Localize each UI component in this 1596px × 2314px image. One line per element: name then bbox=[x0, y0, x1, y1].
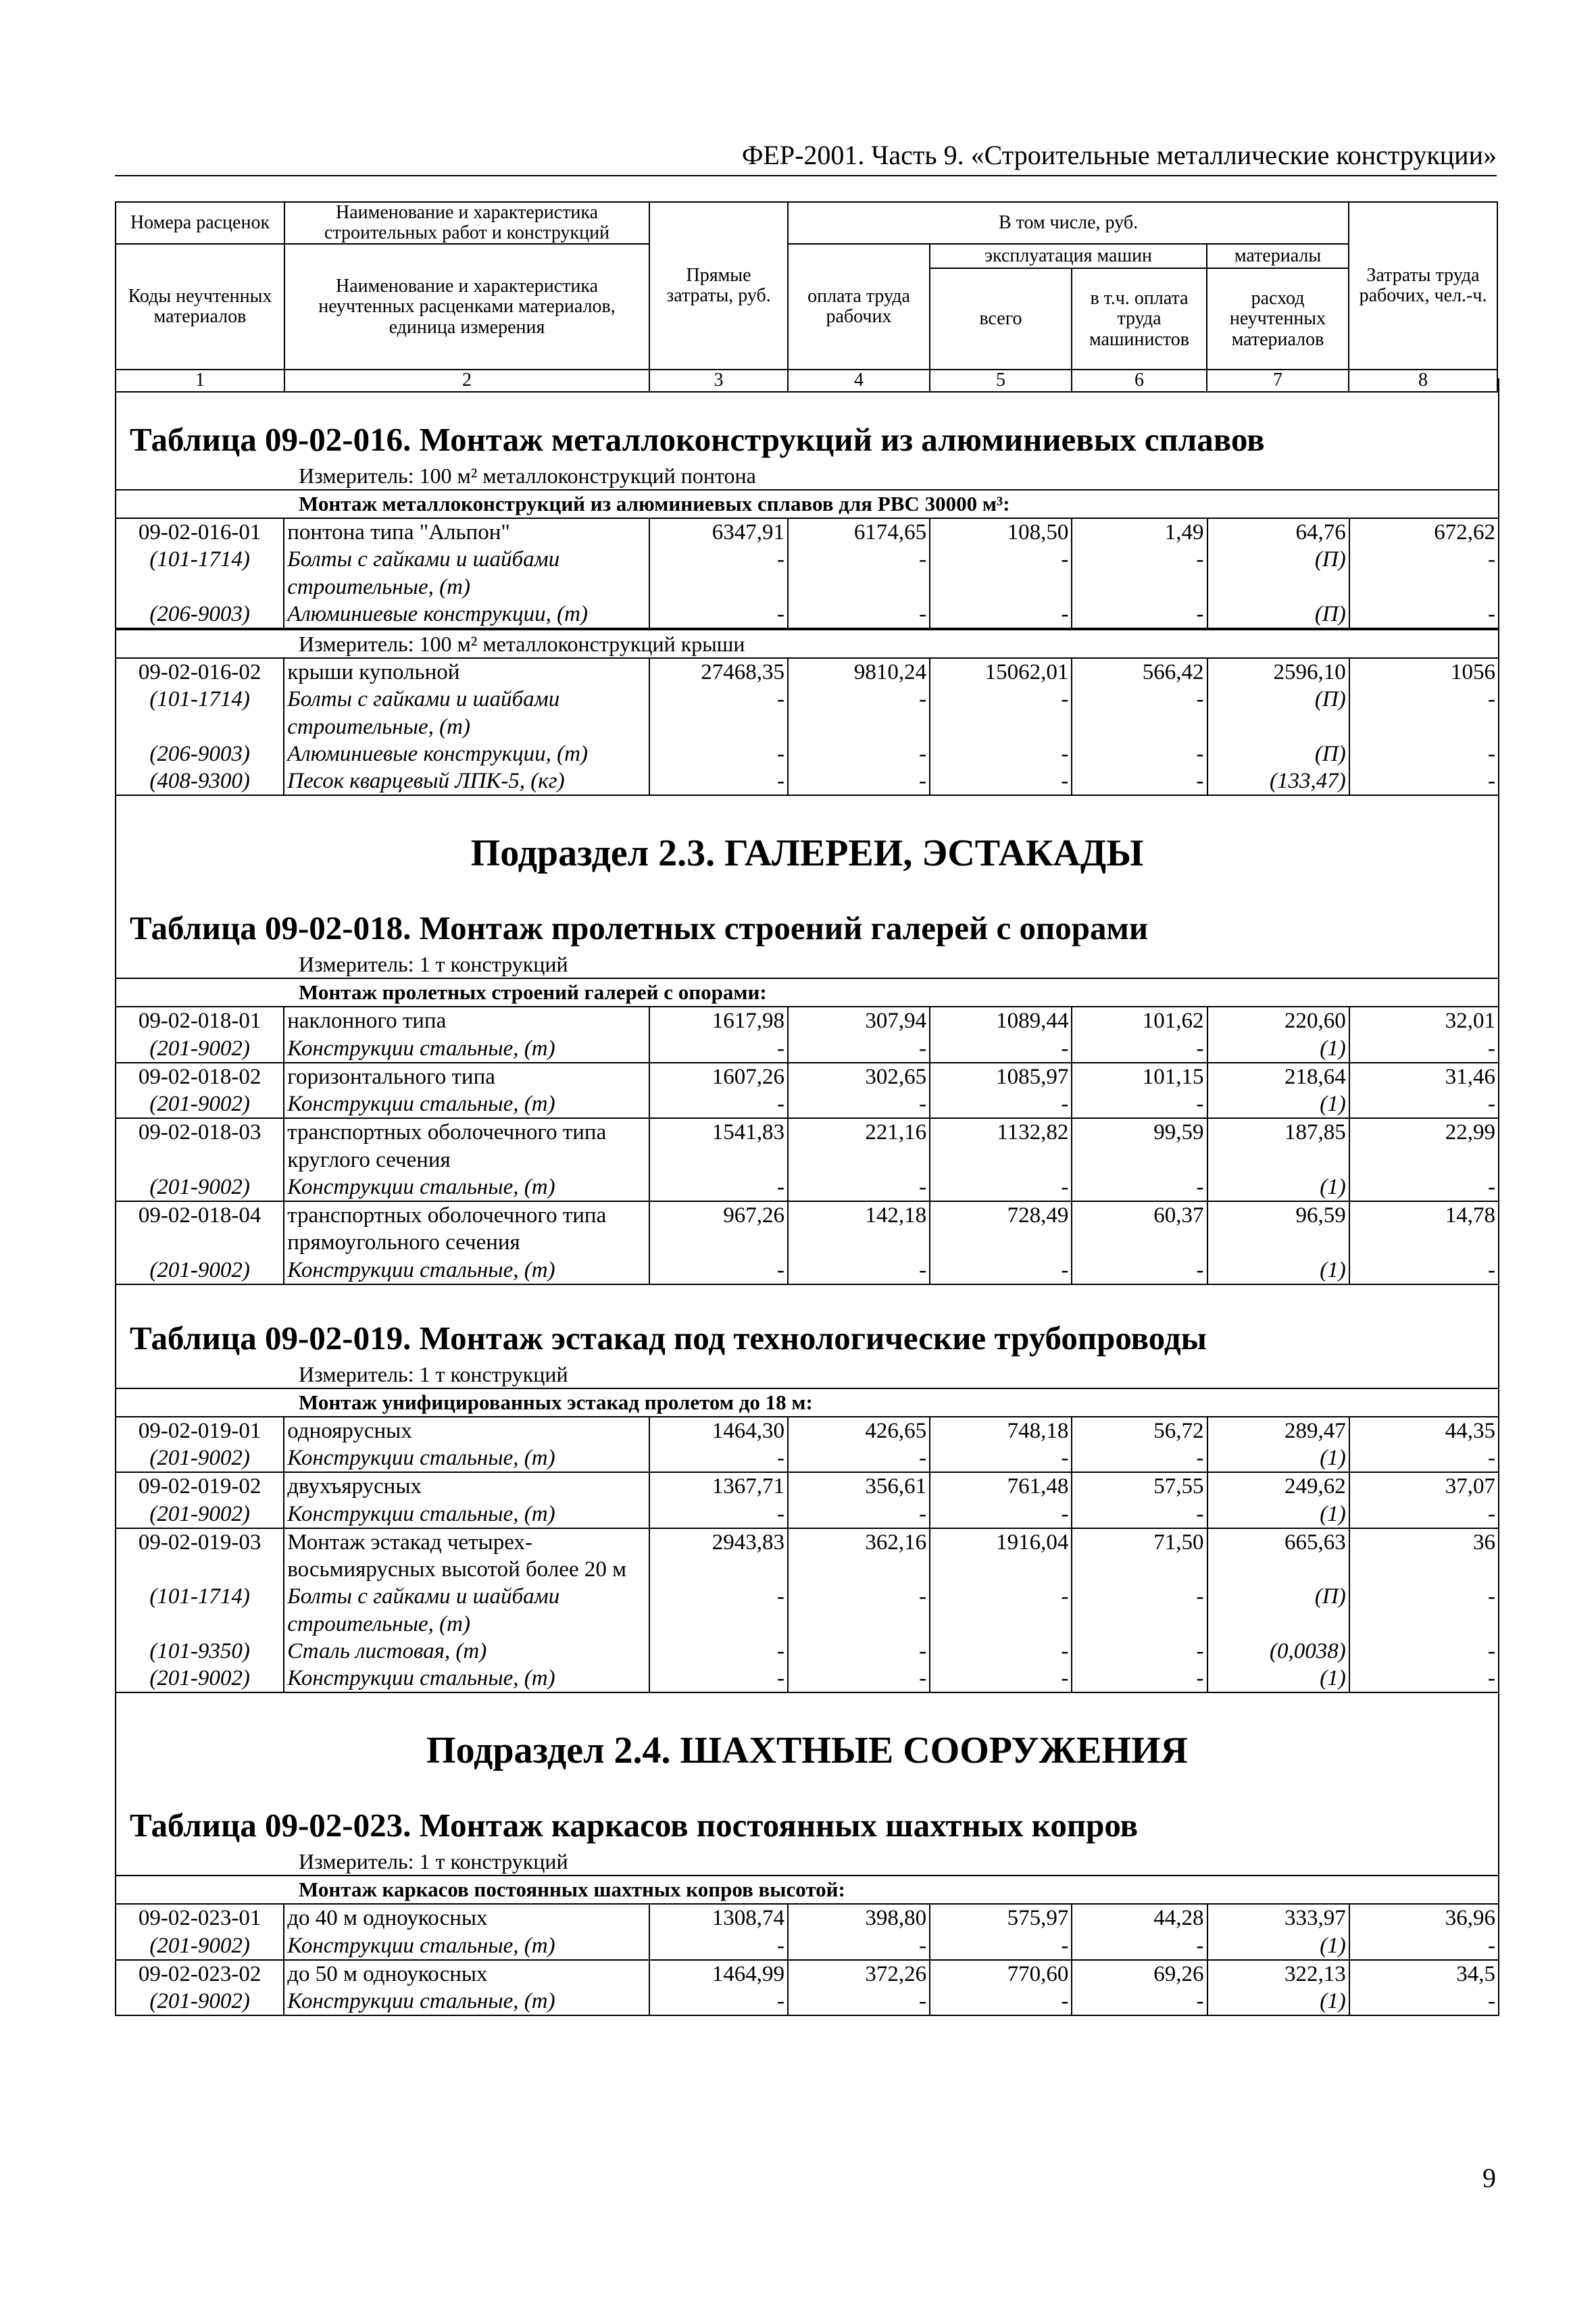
name-cell: наклонного типа bbox=[284, 1007, 649, 1034]
col2-header-bottom: Наименование и характеристика неучтенных расценками материалов, единица измерения bbox=[284, 244, 649, 370]
name-cell: Конструкции стальные, (т) bbox=[284, 1257, 649, 1284]
labor-hours-cell: 44,35 bbox=[1349, 1417, 1498, 1444]
operators-pay-cell: - bbox=[1072, 546, 1207, 601]
labor-hours-cell: 34,5 bbox=[1349, 1960, 1498, 1988]
name-cell: Алюминиевые конструкции, (т) bbox=[284, 740, 649, 768]
labor-hours-cell: - bbox=[1349, 1090, 1498, 1118]
name-cell: Конструкции стальные, (т) bbox=[284, 1665, 649, 1692]
labor-hours-cell: 32,01 bbox=[1349, 1007, 1498, 1034]
labor-hours-cell: - bbox=[1349, 1638, 1498, 1665]
group-heading: Монтаж пролетных строений галерей с опорами: bbox=[116, 978, 1498, 1006]
machines-total-cell: - bbox=[930, 1501, 1072, 1528]
direct-cost-cell: 6347,91 bbox=[649, 518, 788, 546]
operators-pay-cell: 56,72 bbox=[1072, 1417, 1207, 1444]
operators-pay-cell: 101,15 bbox=[1072, 1063, 1207, 1090]
price-table bbox=[116, 657, 1498, 796]
col-num-1: 1 bbox=[116, 370, 284, 391]
direct-cost-cell: 1308,74 bbox=[649, 1904, 788, 1932]
rate-row bbox=[116, 1063, 1498, 1090]
machines-total-cell: 728,49 bbox=[930, 1201, 1072, 1257]
price-table bbox=[116, 1006, 1498, 1285]
labor-pay-cell: - bbox=[788, 740, 930, 768]
machines-total-cell: 1132,82 bbox=[930, 1118, 1072, 1174]
operators-pay-cell: - bbox=[1072, 740, 1207, 768]
machines-total-cell: 761,48 bbox=[930, 1472, 1072, 1500]
code-cell: 09-02-023-02 bbox=[116, 1960, 284, 1988]
incl-header: В том числе, руб. bbox=[788, 202, 1349, 244]
materials-cell: 220,60 bbox=[1207, 1007, 1349, 1034]
machines-total-cell: 1085,97 bbox=[930, 1063, 1072, 1090]
name-cell: Конструкции стальные, (т) bbox=[284, 1035, 649, 1063]
rate-row bbox=[116, 1472, 1498, 1500]
name-cell: Болты с гайками и шайбами строительные, (т) bbox=[284, 1583, 649, 1638]
group-heading: Монтаж металлоконструкций из алюминиевых сплавов для РВС 30000 м³: bbox=[116, 489, 1498, 518]
labor-pay-cell: - bbox=[788, 546, 930, 601]
labor-hours-cell: - bbox=[1349, 1174, 1498, 1201]
direct-cost-cell: - bbox=[649, 1174, 788, 1201]
col-num-8: 8 bbox=[1349, 370, 1497, 391]
material-row bbox=[116, 601, 1498, 628]
materials-cell: (1) bbox=[1207, 1988, 1349, 2015]
materials-cell: (П) bbox=[1207, 1583, 1349, 1638]
code-cell: (408-9300) bbox=[116, 768, 284, 795]
labor-hours-cell: - bbox=[1349, 1932, 1498, 1960]
code-cell: (201-9002) bbox=[149, 1501, 250, 1526]
code-cell: (201-9002) bbox=[149, 1174, 250, 1199]
code-cell: (201-9002) bbox=[116, 1988, 284, 2015]
name-cell: транспортных оболочечного типа прямоугольного сечения bbox=[284, 1201, 649, 1257]
direct-cost-cell: - bbox=[649, 1932, 788, 1960]
materials-cell: (133,47) bbox=[1207, 768, 1349, 795]
code-cell: 09-02-016-01 bbox=[116, 518, 284, 546]
material-row bbox=[116, 1501, 1498, 1528]
labor-pay-cell: - bbox=[788, 1257, 930, 1284]
machines-total-cell: 748,18 bbox=[930, 1417, 1072, 1444]
name-cell: горизонтального типа bbox=[284, 1063, 649, 1090]
machines-total-cell: - bbox=[930, 1174, 1072, 1201]
code-cell: (101-9350) bbox=[149, 1638, 250, 1663]
material-row bbox=[116, 686, 1498, 740]
machines-total-cell: 1089,44 bbox=[930, 1007, 1072, 1034]
name-cell: Алюминиевые конструкции, (т) bbox=[284, 601, 649, 628]
materials-cell: (П) bbox=[1207, 601, 1349, 628]
materials-cell: 187,85 bbox=[1207, 1118, 1349, 1174]
name-cell: Песок кварцевый ЛПК-5, (кг) bbox=[284, 768, 649, 795]
labor-pay-cell: - bbox=[788, 1988, 930, 2015]
material-row bbox=[116, 1932, 1498, 1960]
machines-total-cell: - bbox=[930, 1257, 1072, 1284]
direct-cost-cell: - bbox=[649, 1665, 788, 1692]
materials-cell: (1) bbox=[1207, 1257, 1349, 1284]
labor-hours-cell: - bbox=[1349, 768, 1498, 795]
col1-header-bottom: Коды неучтенных материалов bbox=[116, 244, 284, 370]
labor-pay-cell: 426,65 bbox=[788, 1417, 930, 1444]
rate-row bbox=[116, 1201, 1498, 1257]
price-tables bbox=[115, 378, 1499, 2016]
machines-total-cell: - bbox=[930, 1638, 1072, 1665]
materials-cell: (1) bbox=[1207, 1665, 1349, 1692]
code-cell: 09-02-018-02 bbox=[116, 1063, 284, 1090]
labor-hours-cell: 672,62 bbox=[1349, 518, 1498, 546]
direct-cost-cell: 1541,83 bbox=[649, 1118, 788, 1174]
name-cell: одноярусных bbox=[284, 1417, 649, 1444]
name-cell: Конструкции стальные, (т) bbox=[284, 1444, 649, 1472]
code-cell: 09-02-023-01 bbox=[116, 1904, 284, 1932]
name-cell: Конструкции стальные, (т) bbox=[284, 1090, 649, 1118]
labor-pay-cell: 362,16 bbox=[788, 1528, 930, 1584]
operators-pay-cell: 1,49 bbox=[1072, 518, 1207, 546]
material-row bbox=[116, 1035, 1498, 1063]
direct-cost-cell: 1464,99 bbox=[649, 1960, 788, 1988]
labor-hours-cell: 36 bbox=[1349, 1528, 1498, 1584]
labor-hours-cell: 31,46 bbox=[1349, 1063, 1498, 1090]
col7-header: расход неучтенных материалов bbox=[1207, 268, 1349, 370]
subsection-heading: Подраздел 2.3. ГАЛЕРЕИ, ЭСТАКАДЫ bbox=[470, 832, 1144, 875]
direct-cost-cell: - bbox=[649, 1988, 788, 2015]
col8-header: Затраты труда рабочих, чел.-ч. bbox=[1349, 202, 1497, 370]
direct-cost-cell: - bbox=[649, 686, 788, 740]
machines-total-cell: 1916,04 bbox=[930, 1528, 1072, 1584]
operators-pay-cell: - bbox=[1072, 1665, 1207, 1692]
operators-pay-cell: 57,55 bbox=[1072, 1472, 1207, 1500]
machines-total-cell: - bbox=[930, 601, 1072, 628]
labor-hours-cell: - bbox=[1349, 1501, 1498, 1528]
labor-hours-cell: 22,99 bbox=[1349, 1118, 1498, 1174]
name-cell: Конструкции стальные, (т) bbox=[284, 1174, 649, 1201]
operators-pay-cell: 60,37 bbox=[1072, 1201, 1207, 1257]
machines-total-cell: 108,50 bbox=[930, 518, 1072, 546]
operators-pay-cell: 44,28 bbox=[1072, 1904, 1207, 1932]
labor-pay-cell: 142,18 bbox=[788, 1201, 930, 1257]
labor-pay-cell: 398,80 bbox=[788, 1904, 930, 1932]
table-title: Таблица 09-02-016. Монтаж металлоконструкций из алюминиевых сплавов bbox=[130, 421, 1265, 458]
labor-hours-cell: - bbox=[1349, 1988, 1498, 2015]
operators-pay-cell: - bbox=[1072, 1257, 1207, 1284]
machines-total-cell: - bbox=[930, 1665, 1072, 1692]
machines-total-cell: - bbox=[930, 686, 1072, 740]
labor-pay-cell: - bbox=[788, 1932, 930, 1960]
direct-cost-cell: 27468,35 bbox=[649, 658, 788, 686]
col-num-7: 7 bbox=[1207, 370, 1349, 391]
direct-cost-cell: 1367,71 bbox=[649, 1472, 788, 1500]
col-num-2: 2 bbox=[284, 370, 649, 391]
operators-pay-cell: 71,50 bbox=[1072, 1528, 1207, 1584]
col2-header-top: Наименование и характеристика строительных работ и конструкций bbox=[284, 202, 649, 244]
name-cell: Конструкции стальные, (т) bbox=[284, 1932, 649, 1960]
materials-cell: (1) bbox=[1207, 1444, 1349, 1472]
labor-pay-cell: 6174,65 bbox=[788, 518, 930, 546]
name-cell: до 50 м одноукосных bbox=[284, 1960, 649, 1988]
machines-total-cell: - bbox=[930, 1444, 1072, 1472]
operators-pay-cell: - bbox=[1072, 686, 1207, 740]
labor-hours-cell: - bbox=[1349, 1444, 1498, 1472]
col6-header: в т.ч. оплата труда машинистов bbox=[1072, 268, 1207, 370]
materials-cell: 249,62 bbox=[1207, 1472, 1349, 1500]
code-cell: (201-9002) bbox=[149, 1933, 250, 1958]
direct-cost-cell: - bbox=[649, 768, 788, 795]
name-cell: двухъярусных bbox=[284, 1472, 649, 1500]
code-cell: (201-9002) bbox=[116, 1665, 284, 1692]
labor-pay-cell: - bbox=[788, 1583, 930, 1638]
rate-row bbox=[116, 1904, 1498, 1932]
direct-cost-cell: 967,26 bbox=[649, 1201, 788, 1257]
subsection-heading: Подраздел 2.4. ШАХТНЫЕ СООРУЖЕНИЯ bbox=[426, 1730, 1188, 1772]
labor-hours-cell: 37,07 bbox=[1349, 1472, 1498, 1500]
table-title: Таблица 09-02-023. Монтаж каркасов постоянных шахтных копров bbox=[130, 1807, 1139, 1844]
labor-hours-cell: 14,78 bbox=[1349, 1201, 1498, 1257]
direct-cost-cell: 2943,83 bbox=[649, 1528, 788, 1584]
measure-unit: Измеритель: 1 т конструкций bbox=[299, 1849, 568, 1874]
col5-header: всего bbox=[930, 268, 1072, 370]
operators-pay-cell: 101,62 bbox=[1072, 1007, 1207, 1034]
name-cell: до 40 м одноукосных bbox=[284, 1904, 649, 1932]
rate-row bbox=[116, 1960, 1498, 1988]
measure-unit: Измеритель: 1 т конструкций bbox=[299, 1361, 568, 1386]
machines-total-cell: 770,60 bbox=[930, 1960, 1072, 1988]
table-title: Таблица 09-02-018. Монтаж пролетных строений галерей с опорами bbox=[130, 909, 1149, 947]
direct-cost-cell: - bbox=[649, 1444, 788, 1472]
code-cell: (101-1714) bbox=[149, 547, 250, 572]
direct-cost-cell: - bbox=[649, 1501, 788, 1528]
materials-cell: 96,59 bbox=[1207, 1201, 1349, 1257]
code-cell: 09-02-019-02 bbox=[116, 1472, 284, 1500]
materials-cell: 2596,10 bbox=[1207, 658, 1349, 686]
name-cell: транспортных оболочечного типа круглого сечения bbox=[284, 1118, 649, 1174]
direct-cost-cell: 1617,98 bbox=[649, 1007, 788, 1034]
machines-total-cell: - bbox=[930, 1090, 1072, 1118]
rate-row bbox=[116, 658, 1498, 686]
machines-total-cell: - bbox=[930, 768, 1072, 795]
rate-row bbox=[116, 1528, 1498, 1584]
material-row bbox=[116, 1257, 1498, 1284]
name-cell: Конструкции стальные, (т) bbox=[284, 1501, 649, 1528]
materials-cell: 64,76 bbox=[1207, 518, 1349, 546]
labor-hours-cell: - bbox=[1349, 546, 1498, 601]
labor-pay-cell: 221,16 bbox=[788, 1118, 930, 1174]
direct-cost-cell: 1607,26 bbox=[649, 1063, 788, 1090]
direct-cost-cell: - bbox=[649, 740, 788, 768]
material-row bbox=[116, 768, 1498, 795]
page-number: 9 bbox=[1482, 2163, 1496, 2193]
code-cell: (101-1714) bbox=[149, 687, 250, 712]
operators-pay-cell: - bbox=[1072, 1174, 1207, 1201]
materials-cell: 333,97 bbox=[1207, 1904, 1349, 1932]
group-heading: Монтаж каркасов постоянных шахтных копров высотой: bbox=[116, 1875, 1498, 1903]
direct-cost-cell: - bbox=[649, 1583, 788, 1638]
rate-row bbox=[116, 1417, 1498, 1444]
machines-total-cell: - bbox=[930, 1035, 1072, 1063]
name-cell: понтона типа "Альпон" bbox=[284, 518, 649, 546]
material-row bbox=[116, 1444, 1498, 1472]
labor-pay-cell: - bbox=[788, 768, 930, 795]
direct-cost-cell: - bbox=[649, 601, 788, 628]
labor-hours-cell: 1056 bbox=[1349, 658, 1498, 686]
operators-pay-cell: - bbox=[1072, 1444, 1207, 1472]
operators-pay-cell: - bbox=[1072, 1035, 1207, 1063]
machines-total-cell: 575,97 bbox=[930, 1904, 1072, 1932]
materials-cell: (П) bbox=[1207, 740, 1349, 768]
materials-cell: 665,63 bbox=[1207, 1528, 1349, 1584]
labor-pay-cell: - bbox=[788, 601, 930, 628]
direct-cost-cell: - bbox=[649, 546, 788, 601]
operators-pay-cell: - bbox=[1072, 1583, 1207, 1638]
labor-pay-cell: 372,26 bbox=[788, 1960, 930, 1988]
code-cell: 09-02-018-04 bbox=[116, 1201, 284, 1257]
column-header-table bbox=[115, 201, 1498, 393]
operators-pay-cell: 566,42 bbox=[1072, 658, 1207, 686]
code-cell: (201-9002) bbox=[149, 1092, 250, 1116]
material-row bbox=[116, 1174, 1498, 1201]
labor-pay-cell: - bbox=[788, 1090, 930, 1118]
labor-hours-cell: - bbox=[1349, 1665, 1498, 1692]
materials-cell: (1) bbox=[1207, 1501, 1349, 1528]
materials-cell: (1) bbox=[1207, 1932, 1349, 1960]
operators-pay-cell: - bbox=[1072, 1932, 1207, 1960]
machines-header: эксплуатация машин bbox=[930, 244, 1207, 268]
col1-header-top: Номера расценок bbox=[116, 202, 284, 244]
running-header-text: ФЕР-2001. Часть 9. «Строительные металлические конструкции» bbox=[741, 140, 1497, 170]
code-cell: 09-02-018-01 bbox=[116, 1007, 284, 1034]
labor-hours-cell: 36,96 bbox=[1349, 1904, 1498, 1932]
col-num-4: 4 bbox=[788, 370, 930, 391]
direct-cost-cell: 1464,30 bbox=[649, 1417, 788, 1444]
labor-pay-cell: 9810,24 bbox=[788, 658, 930, 686]
labor-pay-cell: - bbox=[788, 686, 930, 740]
direct-cost-cell: - bbox=[649, 1638, 788, 1665]
operators-pay-cell: 99,59 bbox=[1072, 1118, 1207, 1174]
col3-header: Прямые затраты, руб. bbox=[649, 202, 788, 370]
labor-pay-cell: 302,65 bbox=[788, 1063, 930, 1090]
rate-row bbox=[116, 518, 1498, 546]
materials-cell: 322,13 bbox=[1207, 1960, 1349, 1988]
labor-pay-cell: - bbox=[788, 1638, 930, 1665]
col-num-6: 6 bbox=[1072, 370, 1207, 391]
material-row bbox=[116, 546, 1498, 601]
labor-hours-cell: - bbox=[1349, 686, 1498, 740]
code-cell: 09-02-016-02 bbox=[116, 658, 284, 686]
machines-total-cell: - bbox=[930, 1988, 1072, 2015]
code-cell: (206-9003) bbox=[116, 601, 284, 628]
col-num-3: 3 bbox=[649, 370, 788, 391]
rate-row bbox=[116, 1007, 1498, 1034]
name-cell: Болты с гайками и шайбами строительные, (т) bbox=[284, 546, 649, 601]
code-cell: 09-02-018-03 bbox=[116, 1118, 284, 1174]
materials-cell: (П) bbox=[1207, 546, 1349, 601]
machines-total-cell: 15062,01 bbox=[930, 658, 1072, 686]
col-num-5: 5 bbox=[930, 370, 1072, 391]
labor-pay-cell: - bbox=[788, 1501, 930, 1528]
measure-unit: Измеритель: 1 т конструкций bbox=[299, 952, 568, 977]
labor-hours-cell: - bbox=[1349, 1257, 1498, 1284]
code-cell: 09-02-019-03 bbox=[116, 1528, 284, 1584]
machines-total-cell: - bbox=[930, 1583, 1072, 1638]
materials-cell: (П) bbox=[1207, 686, 1349, 740]
labor-pay-cell: 307,94 bbox=[788, 1007, 930, 1034]
col4-header: оплата труда рабочих bbox=[788, 244, 930, 370]
code-cell: (206-9003) bbox=[149, 741, 250, 766]
operators-pay-cell: - bbox=[1072, 1638, 1207, 1665]
materials-cell: (0,0038) bbox=[1207, 1638, 1349, 1665]
price-table bbox=[116, 1416, 1498, 1694]
material-row bbox=[116, 1638, 1498, 1665]
material-row bbox=[116, 1583, 1498, 1638]
code-cell: (201-9002) bbox=[116, 1257, 284, 1284]
labor-hours-cell: - bbox=[1349, 601, 1498, 628]
name-cell: Сталь листовая, (т) bbox=[284, 1638, 649, 1665]
measure-unit: Измеритель: 100 м² металлоконструкций крыши bbox=[116, 629, 1498, 657]
operators-pay-cell: - bbox=[1072, 1988, 1207, 2015]
machines-total-cell: - bbox=[930, 740, 1072, 768]
materials-cell: (1) bbox=[1207, 1035, 1349, 1063]
materials-header: материалы bbox=[1207, 244, 1349, 268]
direct-cost-cell: - bbox=[649, 1257, 788, 1284]
measure-unit: Измеритель: 100 м² металлоконструкций понтона bbox=[299, 463, 756, 488]
labor-pay-cell: - bbox=[788, 1444, 930, 1472]
operators-pay-cell: - bbox=[1072, 1501, 1207, 1528]
code-cell: (201-9002) bbox=[149, 1446, 250, 1470]
running-header bbox=[115, 139, 1497, 176]
labor-pay-cell: - bbox=[788, 1174, 930, 1201]
materials-cell: (1) bbox=[1207, 1174, 1349, 1201]
rate-row bbox=[116, 1118, 1498, 1174]
labor-hours-cell: - bbox=[1349, 1583, 1498, 1638]
materials-cell: 289,47 bbox=[1207, 1417, 1349, 1444]
labor-pay-cell: 356,61 bbox=[788, 1472, 930, 1500]
materials-cell: 218,64 bbox=[1207, 1063, 1349, 1090]
code-cell: (101-1714) bbox=[149, 1584, 250, 1609]
name-cell: Монтаж эстакад четырех-восьмиярусных высотой более 20 м bbox=[284, 1528, 649, 1584]
labor-pay-cell: - bbox=[788, 1665, 930, 1692]
labor-hours-cell: - bbox=[1349, 740, 1498, 768]
machines-total-cell: - bbox=[930, 546, 1072, 601]
labor-pay-cell: - bbox=[788, 1035, 930, 1063]
price-table bbox=[116, 1903, 1498, 2016]
material-row bbox=[116, 1090, 1498, 1118]
labor-hours-cell: - bbox=[1349, 1035, 1498, 1063]
name-cell: Болты с гайками и шайбами строительные, (т) bbox=[284, 686, 649, 740]
name-cell: крыши купольной bbox=[284, 658, 649, 686]
direct-cost-cell: - bbox=[649, 1035, 788, 1063]
materials-cell: (1) bbox=[1207, 1090, 1349, 1118]
price-table bbox=[116, 518, 1498, 629]
material-row bbox=[116, 1665, 1498, 1692]
code-cell: 09-02-019-01 bbox=[116, 1417, 284, 1444]
table-title: Таблица 09-02-019. Монтаж эстакад под технологические трубопроводы bbox=[130, 1319, 1207, 1357]
machines-total-cell: - bbox=[930, 1932, 1072, 1960]
group-heading: Монтаж унифицированных эстакад пролетом до 18 м: bbox=[116, 1388, 1498, 1416]
material-row bbox=[116, 1988, 1498, 2015]
name-cell: Конструкции стальные, (т) bbox=[284, 1988, 649, 2015]
operators-pay-cell: - bbox=[1072, 1090, 1207, 1118]
operators-pay-cell: - bbox=[1072, 768, 1207, 795]
operators-pay-cell: 69,26 bbox=[1072, 1960, 1207, 1988]
operators-pay-cell: - bbox=[1072, 601, 1207, 628]
code-cell: (201-9002) bbox=[149, 1036, 250, 1061]
material-row bbox=[116, 740, 1498, 768]
direct-cost-cell: - bbox=[649, 1090, 788, 1118]
